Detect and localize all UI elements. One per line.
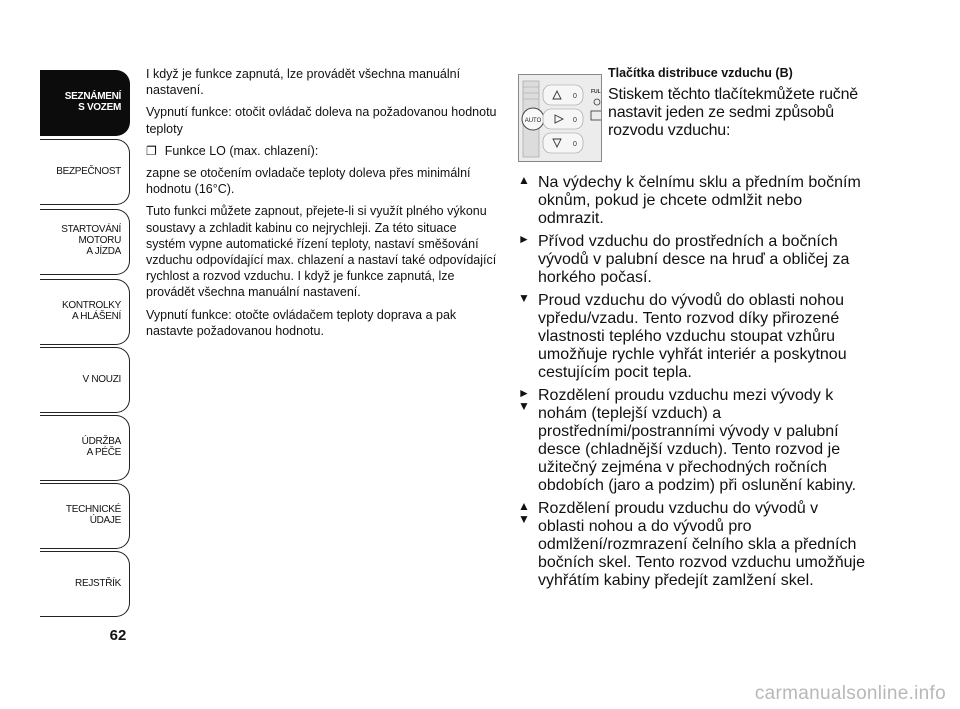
paragraph: zapne se otočením ovladače teploty doleva přes minimální hodnotu (16°C).	[146, 166, 471, 197]
chapter-tab-label: STARTOVÁNÍ	[61, 224, 121, 235]
distribution-modes-list	[518, 174, 868, 595]
chapter-tab-label: KONTROLKY	[62, 300, 121, 311]
chapter-tab[interactable]	[40, 551, 130, 617]
bullet-text: Funkce LO (max. chlazení):	[164, 143, 319, 158]
paragraph: Tuto funkci můžete zapnout, přejete-li si využít plného výkonu soustavy a zchladit kabinu co nejrychleji. Za této situace systém vypne automatické řízení teploty, nastaví směšování vzduchu odpovídající max. chlazení a nastaví také odpovídající rychlost a rozvod vzduchu. I když je funkce zapnutá, lze provádět všechna manuální nastavení.	[146, 204, 497, 300]
checkbox-bullet-icon: ❐	[146, 143, 157, 158]
chapter-tab[interactable]	[40, 415, 130, 481]
svg-text:FUL: FUL	[591, 89, 601, 95]
chapter-tab-label: TECHNICKÉ	[65, 504, 121, 515]
section-title: Tlačítka distribuce vzduchu (B)	[608, 66, 793, 80]
arrow-icon: ►	[518, 232, 530, 246]
list-item-text: Na výdechy k čelnímu sklu a předním bočním oknům, pokud je chcete odmlžit nebo odmrazit.	[538, 174, 861, 227]
list-item	[518, 500, 868, 590]
chapter-tab-label: A JÍZDA	[86, 246, 121, 257]
airflow-arrow-icon	[518, 174, 538, 228]
chapter-tab-label: ÚDAJE	[89, 515, 121, 526]
arrow-icon: ▼	[518, 291, 530, 305]
chapter-tab-label: MOTORU	[78, 235, 121, 246]
arrow-icon: ▲	[518, 173, 530, 187]
airflow-arrow-icon	[518, 387, 538, 495]
svg-text:0: 0	[573, 93, 577, 100]
chapter-tab[interactable]	[40, 347, 130, 413]
arrow-icon: ▲	[518, 499, 530, 513]
section-heading	[608, 66, 868, 140]
page-number: 62	[109, 627, 127, 644]
air-distribution-panel-image	[518, 74, 602, 162]
list-item	[518, 233, 868, 287]
arrow-icon: ▼	[518, 511, 530, 526]
auto-label: AUTO	[524, 118, 542, 124]
chapter-tab[interactable]	[40, 279, 130, 345]
list-item	[518, 387, 868, 495]
airflow-arrow-icon	[518, 292, 538, 382]
chapter-tab[interactable]	[40, 209, 130, 275]
chapter-tab-label: SEZNÁMENÍ	[64, 91, 121, 102]
chapter-tab-label: A PÉČE	[86, 447, 121, 458]
arrow-icon: ►	[518, 386, 530, 400]
airflow-arrow-icon	[518, 500, 538, 590]
paragraph: I když je funkce zapnutá, lze provádět všechna manuální nastavení.	[146, 67, 461, 98]
panel-illustration	[519, 75, 602, 162]
chapter-tab[interactable]	[40, 483, 130, 549]
chapter-tab[interactable]	[40, 70, 130, 136]
chapter-tab[interactable]	[40, 139, 130, 205]
list-item-text: Proud vzduchu do vývodů do oblasti nohou vpředu/vzadu. Tento rozvod díky přirozené vlastnosti teplého vzduchu stoupat vzhůru umožňuje rychle vyhřát interiér a poskytnou cestujícím pocit tepla.	[538, 292, 847, 381]
chapter-tab-label: S VOZEM	[78, 102, 121, 113]
left-column	[146, 66, 498, 345]
list-item-text: Rozdělení proudu vzduchu mezi vývody k nohám (teplejší vzduch) a prostředními/postranními vývody v palubní desce (chladnější vzduch). Tento rozvod je užitečný zejména v přechodných ročních obdobích (jaro a podzim) při oslunění kabiny.	[538, 387, 857, 494]
chapter-tab-label: V NOUZI	[82, 374, 121, 385]
watermark: carmanualsonline.info	[754, 683, 946, 704]
airflow-arrow-icon	[518, 233, 538, 287]
list-item-text: Rozdělení proudu vzduchu do vývodů v oblasti nohou a do vývodů pro odmlžení/rozmrazení čelního skla a předních bočních skel. Tento rozvod vzduchu umožňuje vyhřátím kabiny předejít zamlžení skel.	[538, 500, 866, 589]
svg-text:0: 0	[573, 117, 577, 124]
paragraph: Vypnutí funkce: otočit ovládač doleva na požadovanou hodnotu teploty	[146, 105, 497, 136]
arrow-icon: ▼	[518, 398, 530, 413]
list-item	[518, 292, 868, 382]
chapter-tab-label: REJSTŘÍK	[75, 578, 121, 589]
bullet-item	[146, 143, 498, 159]
paragraph: Vypnutí funkce: otočte ovládačem teploty doprava a pak nastavte požadovanou hodnotu.	[146, 307, 457, 338]
chapter-tab-label: ÚDRŽBA	[81, 436, 121, 447]
chapter-tab-label: BEZPEČNOST	[56, 166, 121, 177]
section-lead: Stiskem těchto tlačítekmůžete ručně nastavit jeden ze sedmi způsobů rozvodu vzduchu:	[608, 86, 859, 139]
chapter-tab-label: A HLÁŠENÍ	[72, 311, 121, 322]
svg-text:0: 0	[573, 141, 577, 148]
list-item	[518, 174, 868, 228]
list-item-text: Přívod vzduchu do prostředních a bočních vývodů v palubní desce na hruď a obličej za horkého počasí.	[538, 233, 850, 286]
